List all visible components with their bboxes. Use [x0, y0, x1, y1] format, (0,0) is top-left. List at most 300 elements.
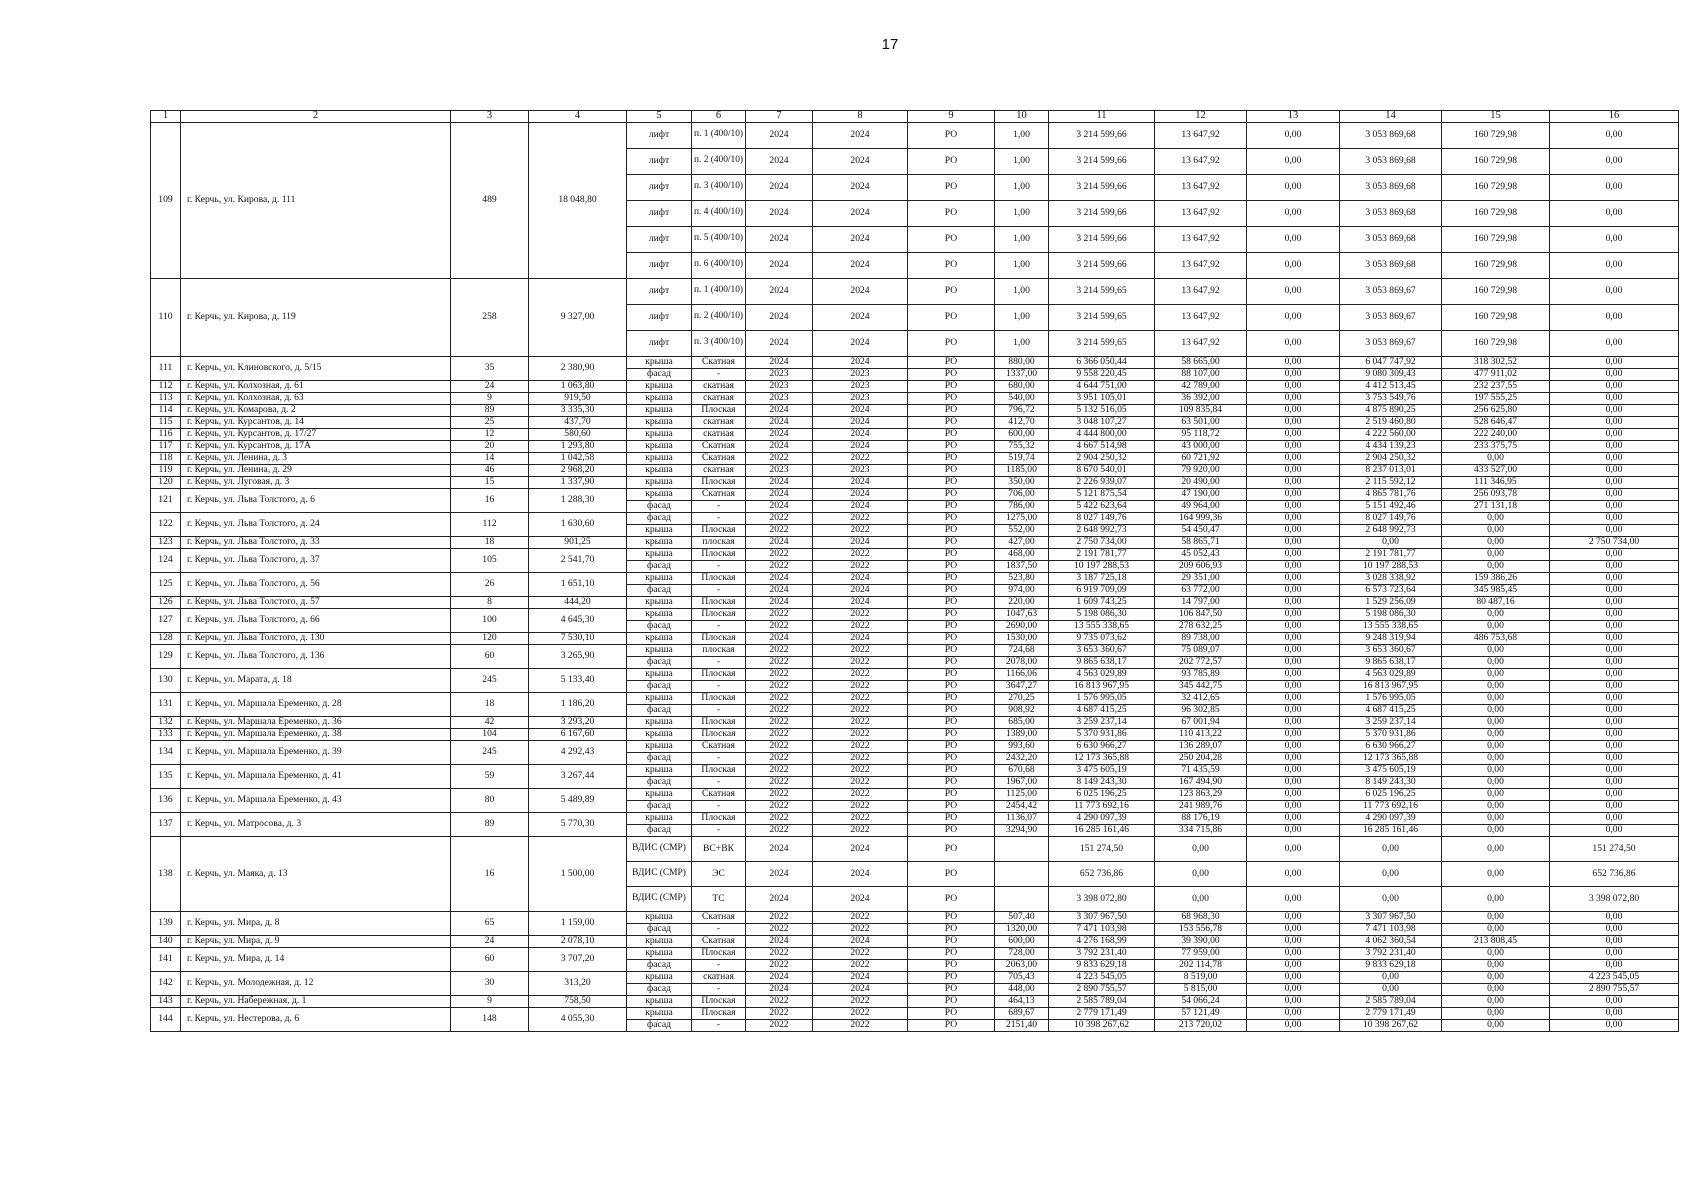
cost-estimate: 93 785,89	[1155, 668, 1247, 680]
year-plan: 2024	[746, 584, 813, 596]
fund-local: 0,00	[1442, 692, 1550, 704]
year-actual: 2022	[813, 692, 908, 704]
cost-estimate: 13 647,92	[1155, 122, 1247, 148]
year-plan: 2024	[746, 148, 813, 174]
executor: РО	[908, 983, 995, 995]
address-cell: г. Керчь, ул. Мира, д. 9	[181, 935, 451, 947]
year-plan: 2024	[746, 304, 813, 330]
area-value: 2 968,20	[529, 464, 627, 476]
fund-regional: 16 813 967,95	[1340, 680, 1442, 692]
fund-regional: 2 779 171,49	[1340, 1007, 1442, 1019]
residents-count: 112	[451, 512, 529, 536]
work-type: фасад	[627, 704, 692, 716]
cost-total: 3 475 605,19	[1049, 764, 1155, 776]
table-row	[151, 548, 1679, 560]
fund-local: 0,00	[1442, 620, 1550, 632]
year-actual: 2022	[813, 959, 908, 971]
year-actual: 2024	[813, 536, 908, 548]
volume: 600,00	[995, 428, 1049, 440]
work-subtype: п. 6 (400/10)	[692, 252, 746, 278]
work-subtype: Скатная	[692, 935, 746, 947]
year-actual: 2022	[813, 995, 908, 1007]
cost-total: 4 444 800,00	[1049, 428, 1155, 440]
year-actual: 2024	[813, 886, 908, 911]
fund-federal: 0,00	[1247, 608, 1340, 620]
cost-total: 3 214 599,66	[1049, 200, 1155, 226]
cost-estimate: 71 435,59	[1155, 764, 1247, 776]
executor: РО	[908, 392, 995, 404]
cost-estimate: 213 720,02	[1155, 1019, 1247, 1031]
work-subtype: -	[692, 620, 746, 632]
year-actual: 2024	[813, 971, 908, 983]
executor: РО	[908, 886, 995, 911]
year-actual: 2022	[813, 680, 908, 692]
work-type: фасад	[627, 824, 692, 836]
residents-count: 105	[451, 548, 529, 572]
residents-count: 9	[451, 995, 529, 1007]
fund-local: 0,00	[1442, 680, 1550, 692]
fund-local: 222 240,00	[1442, 428, 1550, 440]
volume: 2151,40	[995, 1019, 1049, 1031]
year-plan: 2022	[746, 608, 813, 620]
year-plan: 2022	[746, 524, 813, 536]
area-value: 3 293,20	[529, 716, 627, 728]
cost-estimate: 109 835,84	[1155, 404, 1247, 416]
fund-owners: 0,00	[1550, 512, 1679, 524]
fund-federal: 0,00	[1247, 620, 1340, 632]
fund-owners: 0,00	[1550, 911, 1679, 923]
year-actual: 2024	[813, 836, 908, 861]
fund-local: 477 911,02	[1442, 368, 1550, 380]
year-actual: 2024	[813, 330, 908, 356]
area-value: 6 167,60	[529, 728, 627, 740]
work-type: лифт	[627, 330, 692, 356]
volume	[995, 861, 1049, 886]
fund-regional: 3 307 967,50	[1340, 911, 1442, 923]
fund-regional: 2 115 592,12	[1340, 476, 1442, 488]
table-row	[151, 452, 1679, 464]
fund-regional: 6 047 747,92	[1340, 356, 1442, 368]
row-number: 138	[151, 836, 181, 911]
year-plan: 2024	[746, 174, 813, 200]
fund-regional: 4 687 415,25	[1340, 704, 1442, 716]
fund-local: 0,00	[1442, 548, 1550, 560]
fund-local: 256 093,78	[1442, 488, 1550, 500]
cost-total: 3 214 599,65	[1049, 278, 1155, 304]
cost-total: 3 214 599,66	[1049, 252, 1155, 278]
fund-owners: 0,00	[1550, 304, 1679, 330]
executor: РО	[908, 824, 995, 836]
residents-count: 35	[451, 356, 529, 380]
volume: 706,00	[995, 488, 1049, 500]
cost-total: 1 609 743,25	[1049, 596, 1155, 608]
fund-owners: 0,00	[1550, 226, 1679, 252]
cost-estimate: 136 289,07	[1155, 740, 1247, 752]
fund-local: 0,00	[1442, 947, 1550, 959]
fund-local: 0,00	[1442, 971, 1550, 983]
fund-federal: 0,00	[1247, 356, 1340, 368]
work-subtype: Скатная	[692, 440, 746, 452]
cost-total: 10 197 288,53	[1049, 560, 1155, 572]
cost-estimate: 75 089,07	[1155, 644, 1247, 656]
fund-federal: 0,00	[1247, 971, 1340, 983]
area-value: 9 327,00	[529, 278, 627, 356]
residents-count: 258	[451, 278, 529, 356]
executor: РО	[908, 428, 995, 440]
area-value: 7 530,10	[529, 632, 627, 644]
work-subtype: скатная	[692, 416, 746, 428]
area-value: 1 042,58	[529, 452, 627, 464]
fund-owners: 0,00	[1550, 368, 1679, 380]
fund-local: 80 487,16	[1442, 596, 1550, 608]
cost-total: 4 687 415,25	[1049, 704, 1155, 716]
fund-regional: 4 875 890,25	[1340, 404, 1442, 416]
row-number: 142	[151, 971, 181, 995]
table-row	[151, 911, 1679, 923]
year-actual: 2024	[813, 935, 908, 947]
year-plan: 2024	[746, 226, 813, 252]
volume: 2078,00	[995, 656, 1049, 668]
fund-federal: 0,00	[1247, 836, 1340, 861]
address-cell: г. Керчь, ул. Льва Толстого, д. 57	[181, 596, 451, 608]
fund-local: 0,00	[1442, 536, 1550, 548]
fund-local: 0,00	[1442, 764, 1550, 776]
column-number: 11	[1049, 111, 1155, 123]
work-subtype: Плоская	[692, 692, 746, 704]
table-row	[151, 476, 1679, 488]
residents-count: 16	[451, 488, 529, 512]
row-number: 134	[151, 740, 181, 764]
executor: РО	[908, 304, 995, 330]
fund-federal: 0,00	[1247, 122, 1340, 148]
address-cell: г. Керчь, ул. Льва Толстого, д. 37	[181, 548, 451, 572]
table-row	[151, 740, 1679, 752]
fund-regional: 2 585 789,04	[1340, 995, 1442, 1007]
residents-count: 24	[451, 935, 529, 947]
fund-local: 271 131,18	[1442, 500, 1550, 512]
row-number: 110	[151, 278, 181, 356]
row-number: 124	[151, 548, 181, 572]
area-value: 313,20	[529, 971, 627, 995]
fund-owners: 0,00	[1550, 560, 1679, 572]
column-number: 13	[1247, 111, 1340, 123]
work-subtype: Плоская	[692, 995, 746, 1007]
volume: 786,00	[995, 500, 1049, 512]
year-plan: 2024	[746, 428, 813, 440]
cost-total: 12 173 365,88	[1049, 752, 1155, 764]
fund-local: 0,00	[1442, 752, 1550, 764]
cost-total: 3 048 107,27	[1049, 416, 1155, 428]
work-type: ВДИС (СМР)	[627, 861, 692, 886]
fund-owners: 0,00	[1550, 704, 1679, 716]
work-type: фасад	[627, 680, 692, 692]
work-subtype: плоская	[692, 536, 746, 548]
year-plan: 2024	[746, 632, 813, 644]
row-number: 133	[151, 728, 181, 740]
fund-federal: 0,00	[1247, 584, 1340, 596]
year-plan: 2023	[746, 380, 813, 392]
year-actual: 2022	[813, 947, 908, 959]
fund-regional: 6 630 966,27	[1340, 740, 1442, 752]
row-number: 116	[151, 428, 181, 440]
cost-total: 5 121 875,54	[1049, 488, 1155, 500]
area-value: 4 645,30	[529, 608, 627, 632]
year-actual: 2022	[813, 740, 908, 752]
work-subtype: Скатная	[692, 911, 746, 923]
column-number: 15	[1442, 111, 1550, 123]
residents-count: 65	[451, 911, 529, 935]
fund-regional: 3 653 360,67	[1340, 644, 1442, 656]
cost-total: 3 214 599,65	[1049, 330, 1155, 356]
fund-federal: 0,00	[1247, 596, 1340, 608]
area-value: 5 489,89	[529, 788, 627, 812]
year-actual: 2022	[813, 764, 908, 776]
address-cell: г. Керчь, ул. Нестерова, д. 6	[181, 1007, 451, 1031]
fund-owners: 0,00	[1550, 668, 1679, 680]
area-value: 3 267,44	[529, 764, 627, 788]
work-type: крыша	[627, 995, 692, 1007]
fund-federal: 0,00	[1247, 886, 1340, 911]
cost-estimate: 202 114,78	[1155, 959, 1247, 971]
fund-owners: 0,00	[1550, 947, 1679, 959]
column-number: 2	[181, 111, 451, 123]
cost-estimate: 14 797,00	[1155, 596, 1247, 608]
fund-local: 160 729,98	[1442, 148, 1550, 174]
volume: 1,00	[995, 278, 1049, 304]
table-row	[151, 971, 1679, 983]
fund-regional: 11 773 692,16	[1340, 800, 1442, 812]
area-value: 1 630,60	[529, 512, 627, 536]
year-actual: 2023	[813, 464, 908, 476]
address-cell: г. Керчь, ул. Мира, д. 8	[181, 911, 451, 935]
cost-total: 4 290 097,39	[1049, 812, 1155, 824]
volume: 908,92	[995, 704, 1049, 716]
cost-estimate: 13 647,92	[1155, 252, 1247, 278]
year-plan: 2023	[746, 368, 813, 380]
fund-regional: 2 191 781,77	[1340, 548, 1442, 560]
fund-regional: 3 053 869,68	[1340, 226, 1442, 252]
area-value: 1 063,80	[529, 380, 627, 392]
work-type: крыша	[627, 668, 692, 680]
year-plan: 2022	[746, 995, 813, 1007]
work-subtype: п. 2 (400/10)	[692, 304, 746, 330]
cost-estimate: 13 647,92	[1155, 174, 1247, 200]
residents-count: 46	[451, 464, 529, 476]
year-plan: 2022	[746, 800, 813, 812]
fund-federal: 0,00	[1247, 572, 1340, 584]
year-plan: 2024	[746, 416, 813, 428]
cost-total: 3 951 105,01	[1049, 392, 1155, 404]
work-subtype: Плоская	[692, 632, 746, 644]
executor: РО	[908, 947, 995, 959]
fund-federal: 0,00	[1247, 464, 1340, 476]
cost-estimate: 58 865,71	[1155, 536, 1247, 548]
fund-local: 0,00	[1442, 995, 1550, 1007]
volume: 2432,20	[995, 752, 1049, 764]
year-plan: 2022	[746, 947, 813, 959]
fund-local: 0,00	[1442, 812, 1550, 824]
residents-count: 42	[451, 716, 529, 728]
cost-estimate: 68 968,30	[1155, 911, 1247, 923]
fund-federal: 0,00	[1247, 512, 1340, 524]
year-actual: 2024	[813, 500, 908, 512]
fund-owners: 0,00	[1550, 935, 1679, 947]
row-number: 143	[151, 995, 181, 1007]
fund-federal: 0,00	[1247, 440, 1340, 452]
fund-local: 0,00	[1442, 788, 1550, 800]
volume: 552,00	[995, 524, 1049, 536]
column-number: 12	[1155, 111, 1247, 123]
residents-count: 100	[451, 608, 529, 632]
year-plan: 2024	[746, 572, 813, 584]
work-subtype: Плоская	[692, 764, 746, 776]
cost-estimate: 39 390,00	[1155, 935, 1247, 947]
cost-total: 5 370 931,86	[1049, 728, 1155, 740]
executor: РО	[908, 764, 995, 776]
area-value: 901,25	[529, 536, 627, 548]
year-plan: 2024	[746, 200, 813, 226]
work-type: крыша	[627, 488, 692, 500]
column-number: 4	[529, 111, 627, 123]
cost-total: 2 648 992,73	[1049, 524, 1155, 536]
year-actual: 2024	[813, 404, 908, 416]
work-subtype: -	[692, 923, 746, 935]
area-value: 1 500,00	[529, 836, 627, 911]
year-plan: 2022	[746, 668, 813, 680]
fund-local: 0,00	[1442, 800, 1550, 812]
fund-regional: 5 370 931,86	[1340, 728, 1442, 740]
cost-total: 16 285 161,46	[1049, 824, 1155, 836]
residents-count: 14	[451, 452, 529, 464]
year-actual: 2024	[813, 200, 908, 226]
fund-regional: 9 080 309,43	[1340, 368, 1442, 380]
year-actual: 2024	[813, 304, 908, 330]
executor: РО	[908, 656, 995, 668]
fund-local: 111 346,95	[1442, 476, 1550, 488]
fund-federal: 0,00	[1247, 911, 1340, 923]
table-row	[151, 1007, 1679, 1019]
table-row	[151, 644, 1679, 656]
work-subtype: -	[692, 959, 746, 971]
year-actual: 2024	[813, 122, 908, 148]
fund-owners: 0,00	[1550, 440, 1679, 452]
work-subtype: Плоская	[692, 812, 746, 824]
cost-estimate: 49 964,00	[1155, 500, 1247, 512]
fund-regional: 12 173 365,88	[1340, 752, 1442, 764]
residents-count: 25	[451, 416, 529, 428]
table-row	[151, 440, 1679, 452]
year-plan: 2022	[746, 788, 813, 800]
executor: РО	[908, 716, 995, 728]
year-plan: 2024	[746, 983, 813, 995]
executor: РО	[908, 572, 995, 584]
fund-federal: 0,00	[1247, 252, 1340, 278]
year-actual: 2022	[813, 560, 908, 572]
fund-regional: 10 398 267,62	[1340, 1019, 1442, 1031]
work-subtype: -	[692, 680, 746, 692]
fund-federal: 0,00	[1247, 923, 1340, 935]
column-number-row	[151, 111, 1679, 123]
work-subtype: п. 2 (400/10)	[692, 148, 746, 174]
row-number: 114	[151, 404, 181, 416]
volume: 1837,50	[995, 560, 1049, 572]
executor: РО	[908, 404, 995, 416]
fund-federal: 0,00	[1247, 330, 1340, 356]
year-actual: 2024	[813, 174, 908, 200]
fund-regional: 8 149 243,30	[1340, 776, 1442, 788]
residents-count: 60	[451, 644, 529, 668]
work-type: фасад	[627, 1019, 692, 1031]
year-actual: 2024	[813, 861, 908, 886]
fund-federal: 0,00	[1247, 704, 1340, 716]
volume: 755,32	[995, 440, 1049, 452]
executor: РО	[908, 200, 995, 226]
fund-federal: 0,00	[1247, 824, 1340, 836]
work-type: крыша	[627, 572, 692, 584]
fund-federal: 0,00	[1247, 536, 1340, 548]
address-cell: г. Керчь, ул. Маршала Еременко, д. 36	[181, 716, 451, 728]
year-plan: 2022	[746, 1019, 813, 1031]
executor: РО	[908, 476, 995, 488]
fund-local: 0,00	[1442, 452, 1550, 464]
work-subtype: -	[692, 1019, 746, 1031]
work-type: фасад	[627, 752, 692, 764]
work-type: лифт	[627, 278, 692, 304]
year-plan: 2024	[746, 836, 813, 861]
fund-local: 160 729,98	[1442, 330, 1550, 356]
fund-regional: 6 573 723,64	[1340, 584, 1442, 596]
work-type: ВДИС (СМР)	[627, 886, 692, 911]
volume: 1,00	[995, 252, 1049, 278]
work-subtype: п. 1 (400/10)	[692, 122, 746, 148]
work-subtype: Плоская	[692, 404, 746, 416]
fund-regional: 3 053 869,68	[1340, 252, 1442, 278]
fund-local: 0,00	[1442, 824, 1550, 836]
work-type: крыша	[627, 524, 692, 536]
address-cell: г. Керчь, ул. Маршала Еременко, д. 41	[181, 764, 451, 788]
executor: РО	[908, 512, 995, 524]
fund-federal: 0,00	[1247, 800, 1340, 812]
year-plan: 2022	[746, 959, 813, 971]
year-actual: 2024	[813, 596, 908, 608]
work-subtype: Плоская	[692, 476, 746, 488]
row-number: 115	[151, 416, 181, 428]
work-type: фасад	[627, 776, 692, 788]
volume: 507,40	[995, 911, 1049, 923]
work-type: крыша	[627, 536, 692, 548]
cost-total: 10 398 267,62	[1049, 1019, 1155, 1031]
fund-regional: 1 576 995,05	[1340, 692, 1442, 704]
executor: РО	[908, 911, 995, 923]
work-type: крыша	[627, 1007, 692, 1019]
year-plan: 2024	[746, 500, 813, 512]
row-number: 119	[151, 464, 181, 476]
executor: РО	[908, 728, 995, 740]
table-row	[151, 404, 1679, 416]
area-value: 580,60	[529, 428, 627, 440]
row-number: 128	[151, 632, 181, 644]
year-plan: 2022	[746, 728, 813, 740]
year-plan: 2022	[746, 911, 813, 923]
volume: 1389,00	[995, 728, 1049, 740]
area-value: 4 292,43	[529, 740, 627, 764]
work-type: крыша	[627, 416, 692, 428]
executor: РО	[908, 812, 995, 824]
fund-owners: 0,00	[1550, 404, 1679, 416]
residents-count: 245	[451, 668, 529, 692]
work-subtype: -	[692, 704, 746, 716]
area-value: 1 293,80	[529, 440, 627, 452]
